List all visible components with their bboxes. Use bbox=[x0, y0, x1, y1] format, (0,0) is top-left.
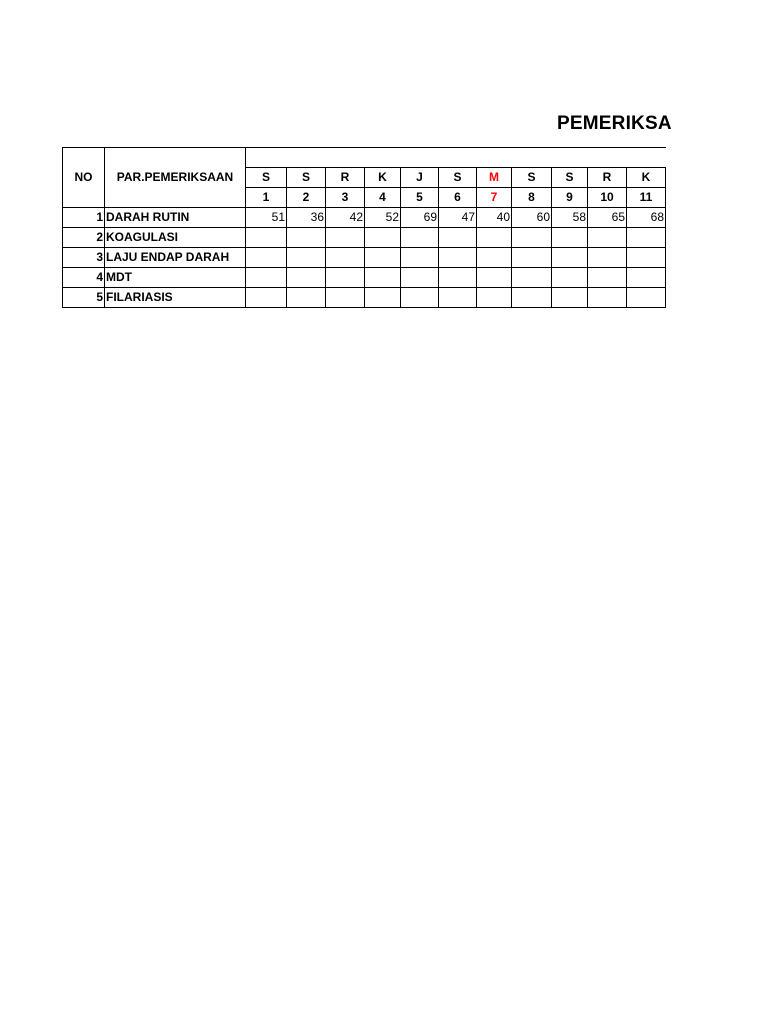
row-parameter: DARAH RUTIN bbox=[105, 208, 246, 228]
date-header: 1 bbox=[246, 188, 287, 208]
day-header: S bbox=[246, 168, 287, 188]
value-cell: 69 bbox=[401, 208, 439, 228]
value-cell bbox=[627, 288, 666, 308]
header-band bbox=[246, 148, 666, 168]
value-cell bbox=[401, 228, 439, 248]
table-row bbox=[63, 248, 666, 268]
table-row bbox=[63, 288, 666, 308]
value-cell bbox=[287, 288, 326, 308]
row-parameter: FILARIASIS bbox=[105, 288, 246, 308]
row-number: 3 bbox=[63, 248, 105, 268]
row-number: 4 bbox=[63, 268, 105, 288]
date-header: 3 bbox=[326, 188, 365, 208]
table-row bbox=[63, 208, 666, 228]
column-header-no: NO bbox=[63, 148, 105, 208]
value-cell bbox=[588, 268, 627, 288]
value-cell: 52 bbox=[365, 208, 401, 228]
column-header-parameter: PAR.PEMERIKSAAN bbox=[105, 148, 246, 208]
date-header: 9 bbox=[552, 188, 588, 208]
day-header: R bbox=[588, 168, 627, 188]
value-cell bbox=[401, 288, 439, 308]
value-cell bbox=[552, 248, 588, 268]
value-cell bbox=[552, 228, 588, 248]
examination-table bbox=[62, 147, 666, 308]
date-header: 5 bbox=[401, 188, 439, 208]
date-header: 8 bbox=[512, 188, 552, 208]
date-header: 6 bbox=[439, 188, 477, 208]
date-header: 4 bbox=[365, 188, 401, 208]
value-cell bbox=[512, 228, 552, 248]
value-cell bbox=[365, 288, 401, 308]
value-cell bbox=[627, 268, 666, 288]
value-cell bbox=[326, 268, 365, 288]
value-cell bbox=[287, 248, 326, 268]
value-cell bbox=[477, 248, 512, 268]
value-cell: 51 bbox=[246, 208, 287, 228]
row-parameter: LAJU ENDAP DARAH bbox=[105, 248, 246, 268]
value-cell bbox=[552, 268, 588, 288]
value-cell bbox=[326, 248, 365, 268]
value-cell bbox=[588, 228, 627, 248]
value-cell bbox=[365, 268, 401, 288]
value-cell bbox=[326, 228, 365, 248]
value-cell bbox=[439, 248, 477, 268]
row-number: 2 bbox=[63, 228, 105, 248]
value-cell bbox=[246, 228, 287, 248]
value-cell bbox=[439, 228, 477, 248]
header-row-band bbox=[63, 148, 666, 168]
value-cell bbox=[365, 228, 401, 248]
date-header: 10 bbox=[588, 188, 627, 208]
value-cell: 40 bbox=[477, 208, 512, 228]
value-cell bbox=[512, 288, 552, 308]
value-cell bbox=[512, 248, 552, 268]
day-header: J bbox=[401, 168, 439, 188]
date-header: 2 bbox=[287, 188, 326, 208]
date-header-highlight: 7 bbox=[477, 188, 512, 208]
value-cell bbox=[246, 288, 287, 308]
row-number: 5 bbox=[63, 288, 105, 308]
day-header-highlight: M bbox=[477, 168, 512, 188]
value-cell bbox=[401, 248, 439, 268]
day-header: S bbox=[287, 168, 326, 188]
value-cell bbox=[552, 288, 588, 308]
value-cell bbox=[588, 248, 627, 268]
row-parameter: KOAGULASI bbox=[105, 228, 246, 248]
value-cell: 68 bbox=[627, 208, 666, 228]
value-cell bbox=[287, 268, 326, 288]
value-cell: 58 bbox=[552, 208, 588, 228]
value-cell: 60 bbox=[512, 208, 552, 228]
day-header: R bbox=[326, 168, 365, 188]
value-cell bbox=[627, 248, 666, 268]
date-header: 11 bbox=[627, 188, 666, 208]
value-cell bbox=[439, 268, 477, 288]
value-cell bbox=[246, 248, 287, 268]
table-row bbox=[63, 268, 666, 288]
day-header: S bbox=[512, 168, 552, 188]
value-cell bbox=[477, 228, 512, 248]
value-cell: 47 bbox=[439, 208, 477, 228]
value-cell bbox=[326, 288, 365, 308]
day-header: S bbox=[439, 168, 477, 188]
value-cell bbox=[246, 268, 287, 288]
day-header: K bbox=[627, 168, 666, 188]
row-parameter: MDT bbox=[105, 268, 246, 288]
value-cell bbox=[588, 288, 627, 308]
value-cell: 36 bbox=[287, 208, 326, 228]
value-cell: 65 bbox=[588, 208, 627, 228]
value-cell: 42 bbox=[326, 208, 365, 228]
value-cell bbox=[439, 288, 477, 308]
value-cell bbox=[477, 288, 512, 308]
value-cell bbox=[287, 228, 326, 248]
page-title: PEMERIKSA bbox=[557, 113, 672, 134]
value-cell bbox=[477, 268, 512, 288]
row-number: 1 bbox=[63, 208, 105, 228]
value-cell bbox=[512, 268, 552, 288]
value-cell bbox=[401, 268, 439, 288]
day-header: S bbox=[552, 168, 588, 188]
table-row bbox=[63, 228, 666, 248]
day-header: K bbox=[365, 168, 401, 188]
value-cell bbox=[365, 248, 401, 268]
value-cell bbox=[627, 228, 666, 248]
